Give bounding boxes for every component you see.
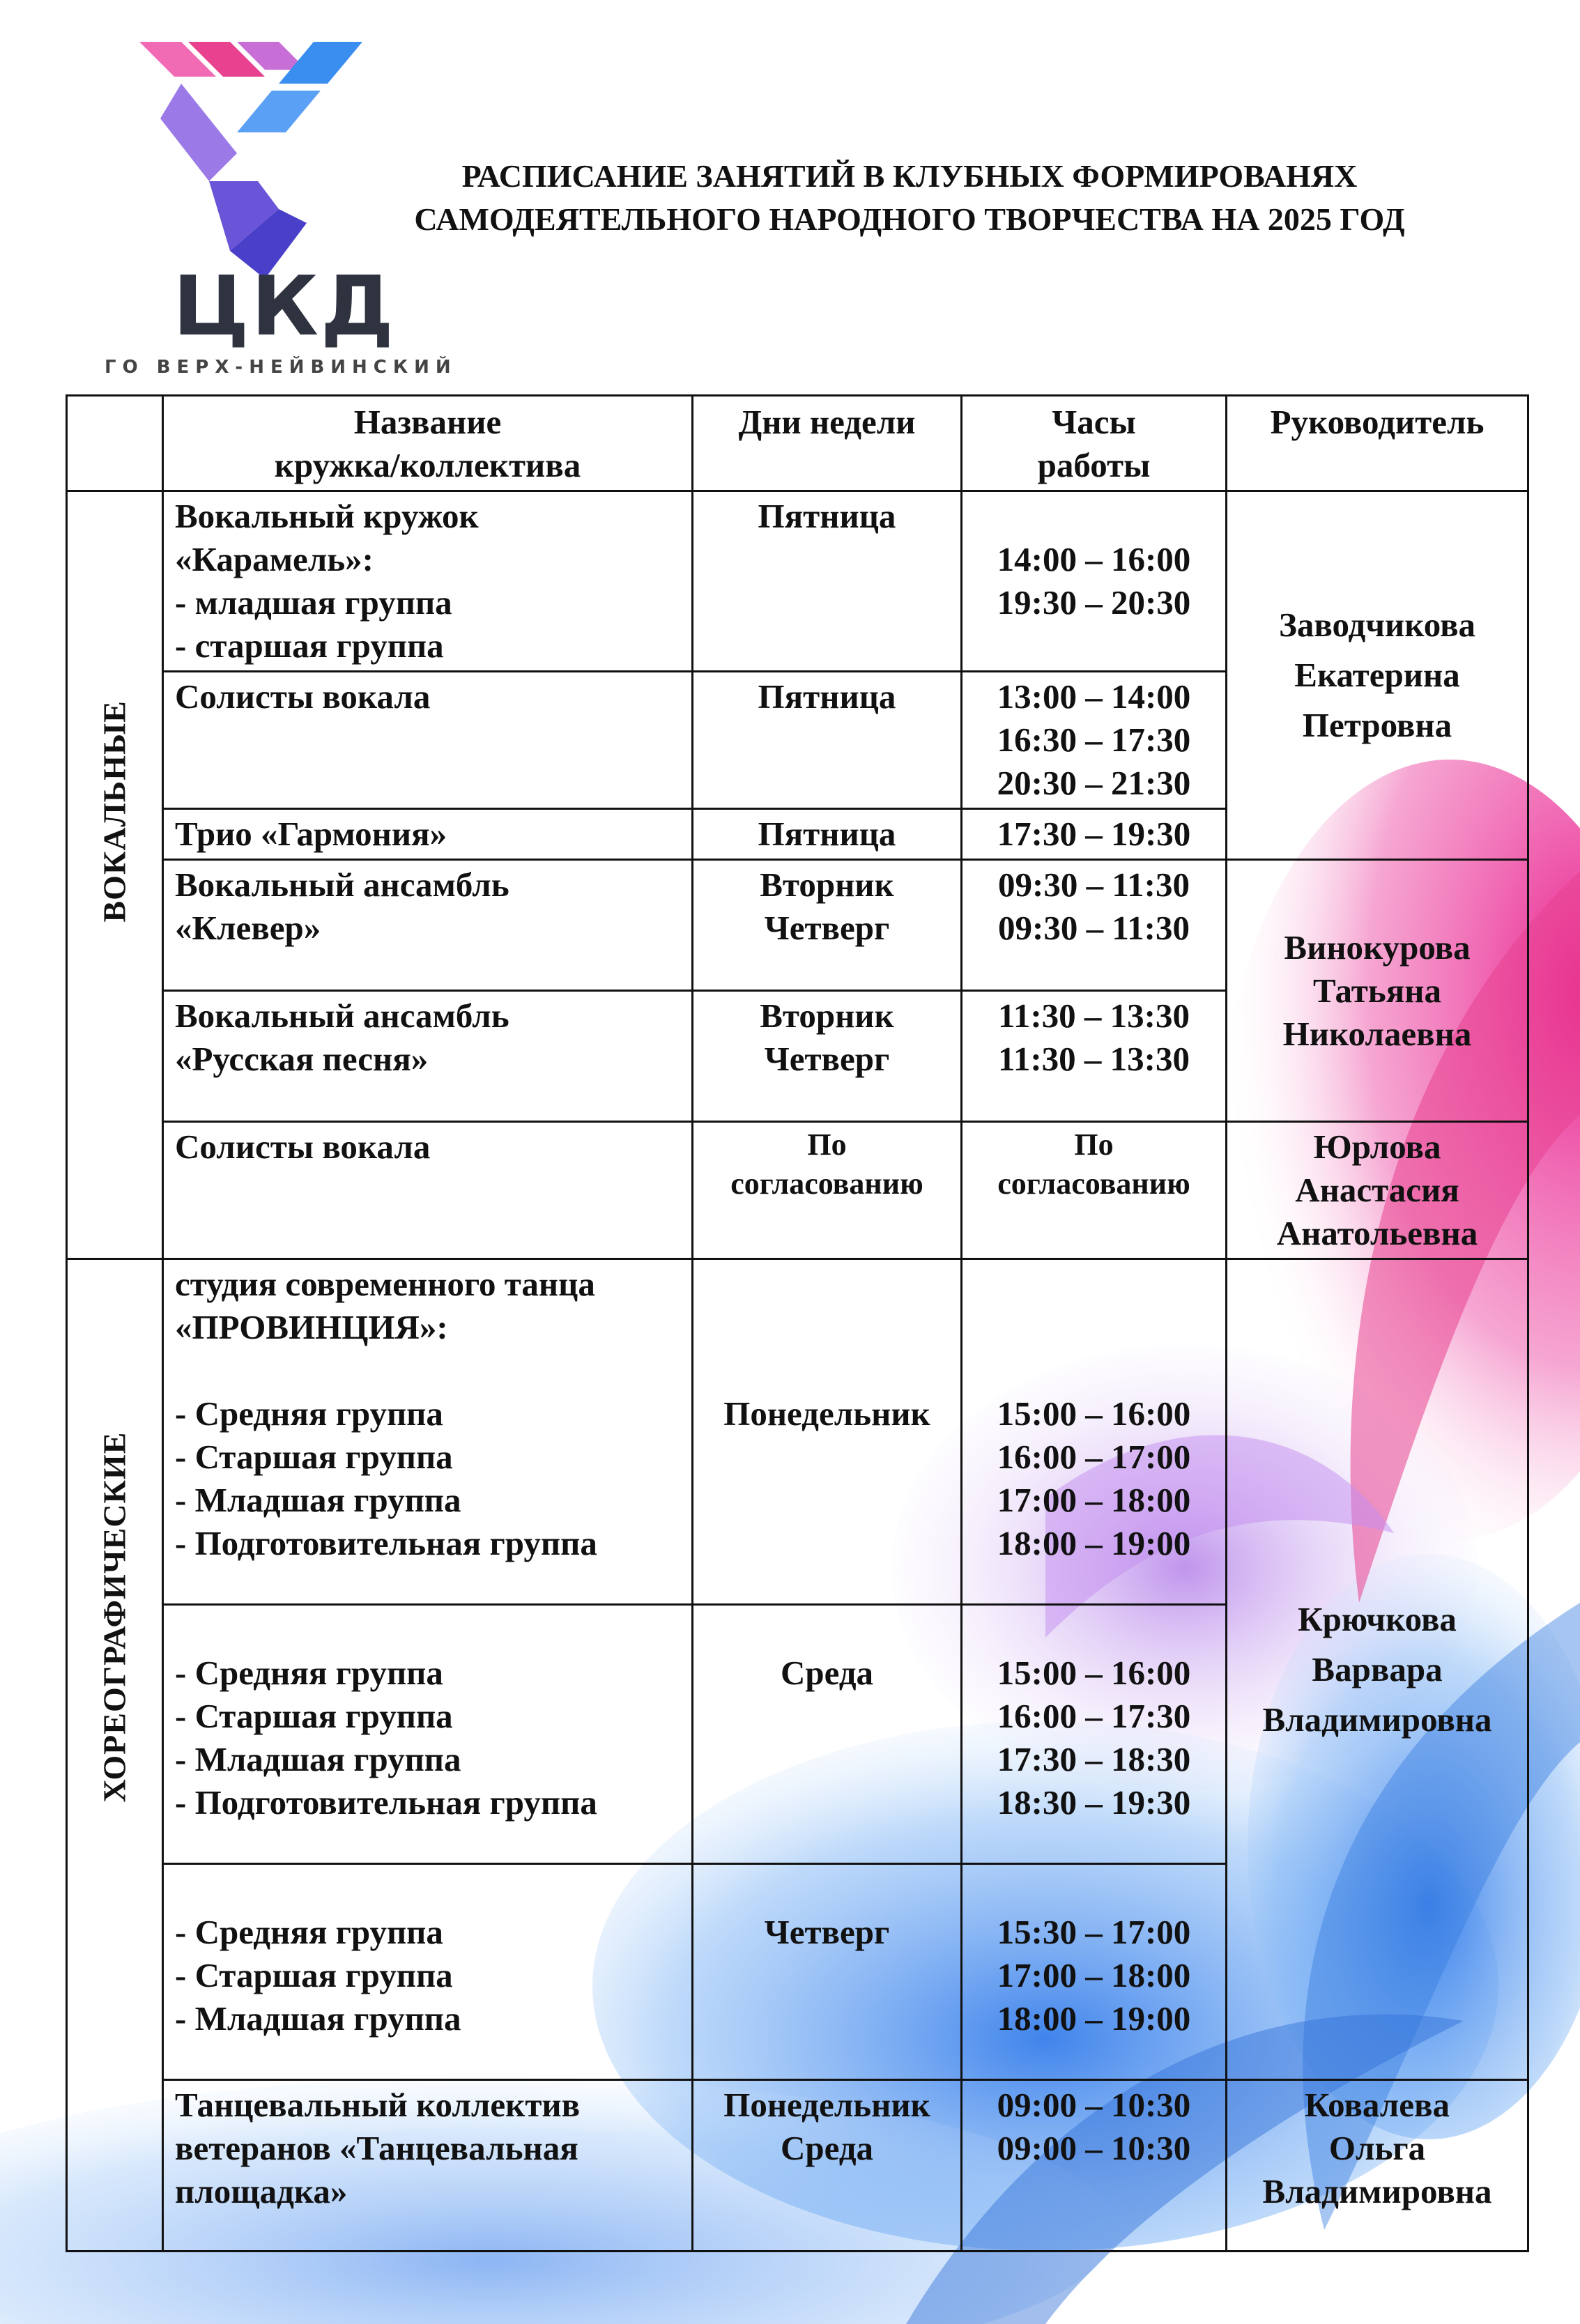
club-day: Вторник Четверг xyxy=(693,860,962,991)
club-leader: Юрлова Анастасия Анатольевна xyxy=(1227,1122,1528,1259)
logo-text: ЦКД xyxy=(173,258,397,354)
club-name: Солисты вокала xyxy=(163,672,693,809)
page-title xyxy=(362,155,1457,241)
club-day: По согласованию xyxy=(693,1122,962,1259)
club-name: Солисты вокала xyxy=(163,1122,693,1259)
header-row xyxy=(67,396,1528,491)
club-hours: По согласованию xyxy=(962,1122,1227,1259)
club-day: Пятница xyxy=(693,491,962,672)
header-name: Название кружка/коллектива xyxy=(163,396,693,491)
club-name: Трио «Гармония» xyxy=(163,809,693,860)
club-leader: Винокурова Татьяна Николаевна xyxy=(1227,860,1528,1122)
header-hours: Часы работы xyxy=(962,396,1227,491)
schedule-table xyxy=(66,394,1529,2252)
club-hours: 15:00 – 16:00 16:00 – 17:00 17:00 – 18:00 18:00 – 19:00 xyxy=(962,1259,1227,1605)
club-day: Пятница xyxy=(693,809,962,860)
club-day: Пятница xyxy=(693,672,962,809)
club-hours: 17:30 – 19:30 xyxy=(962,809,1227,860)
club-name: студия современного танца «ПРОВИНЦИЯ»: - Средняя группа - Старшая группа - Младшая группа - Подготовительная группа xyxy=(163,1259,693,1605)
club-name: - Средняя группа - Старшая группа - Младшая группа - Подготовительная группа xyxy=(163,1605,693,1864)
club-leader: Ковалева Ольга Владимировна xyxy=(1227,2080,1528,2252)
club-day: Понедельник Среда xyxy=(693,2080,962,2252)
club-leader: Заводчикова Екатерина Петровна xyxy=(1227,491,1528,860)
logo-subtitle: ГО ВЕРХ-НЕЙВИНСКИЙ xyxy=(105,357,457,378)
category-vocal: ВОКАЛЬНЫЕ xyxy=(67,491,163,1259)
header-category xyxy=(67,396,163,491)
table-row xyxy=(67,860,1528,991)
club-day: Четверг xyxy=(693,1864,962,2080)
table-row xyxy=(67,1259,1528,1605)
club-leader: Крючкова Варвара Владимировна xyxy=(1227,1259,1528,2080)
club-hours: 14:00 – 16:00 19:30 – 20:30 xyxy=(962,491,1227,672)
table-row xyxy=(67,491,1528,672)
club-hours: 13:00 – 14:00 16:30 – 17:30 20:30 – 21:30 xyxy=(962,672,1227,809)
title-line-2: САМОДЕЯТЕЛЬНОГО НАРОДНОГО ТВОРЧЕСТВА НА 2025 ГОД xyxy=(414,201,1405,237)
club-name: Танцевальный коллектив ветеранов «Танцевальная площадка» xyxy=(163,2080,693,2252)
club-day: Вторник Четверг xyxy=(693,991,962,1122)
club-hours: 15:30 – 17:00 17:00 – 18:00 18:00 – 19:00 xyxy=(962,1864,1227,2080)
category-choreo: ХОРЕОГРАФИЧЕСКИЕ xyxy=(67,1259,163,2252)
header-days: Дни недели xyxy=(693,396,962,491)
table-row xyxy=(67,1122,1528,1259)
club-hours: 09:00 – 10:30 09:00 – 10:30 xyxy=(962,2080,1227,2252)
table-row xyxy=(67,2080,1528,2252)
club-name: Вокальный ансамбль «Русская песня» xyxy=(163,991,693,1122)
club-hours: 11:30 – 13:30 11:30 – 13:30 xyxy=(962,991,1227,1122)
title-line-1: РАСПИСАНИЕ ЗАНЯТИЙ В КЛУБНЫХ ФОРМИРОВАНЯХ xyxy=(461,158,1358,194)
club-day: Понедельник xyxy=(693,1259,962,1605)
header-leader: Руководитель xyxy=(1227,396,1528,491)
club-hours: 15:00 – 16:00 16:00 – 17:30 17:30 – 18:30 18:30 – 19:30 xyxy=(962,1605,1227,1864)
club-name: Вокальный кружок «Карамель»: - младшая группа - старшая группа xyxy=(163,491,693,672)
club-hours: 09:30 – 11:30 09:30 – 11:30 xyxy=(962,860,1227,991)
club-day: Среда xyxy=(693,1605,962,1864)
club-name: Вокальный ансамбль «Клевер» xyxy=(163,860,693,991)
club-name: - Средняя группа - Старшая группа - Младшая группа xyxy=(163,1864,693,2080)
